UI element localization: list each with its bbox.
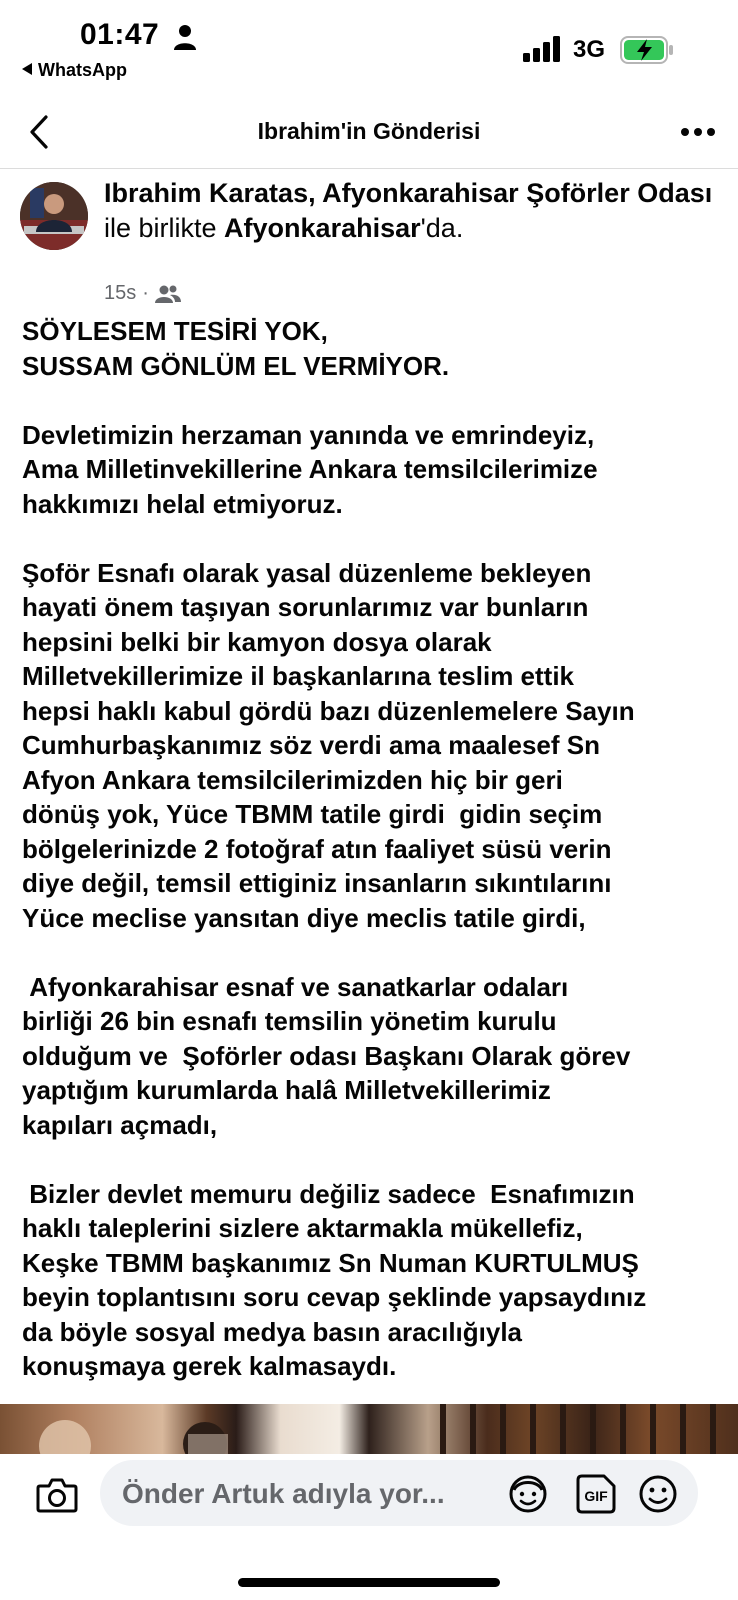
camera-icon[interactable] <box>36 1476 78 1514</box>
back-to-app-link[interactable] <box>22 60 127 81</box>
emoji-icon[interactable] <box>638 1474 678 1514</box>
post-text: SÖYLESEM TESİRİ YOK, SUSSAM GÖNLÜM EL VERMİYOR. Devletimizin herzaman yanında ve emrindeyiz, Ama Milletinvekillerine Ankara temsilcilerimize hakkımızı helal etmiyoruz. Şoför Esnafı olarak yasal düzenleme bekleyen hayati önem taşıyan sorunlarımız var bunların hepsini belki bir kamyon dosya olarak Milletvekillerimize il başkanlarına teslim ettik hepsi haklı kabul gördü bazı düzenlemelere Sayın Cumhurbaşkanımız söz verdi ama maalesef Sn Afyon Ankara temsilcilerimizden hiç bir geri dönüş yok, Yüce TBMM tatile girdi gidin seçim bölgelerinizde 2 fotoğraf atın faaliyet süsü verin diye değil, temsil ettiginiz insanların sıkıntılarını Yüce meclise yansıtan diye meclis tatile girdi, Afyonkarahisar esnaf ve sanatkarlar odaları birliği 26 bin esnafı temsilin yönetim kurulu olduğum ve Şoförler odası Başkanı Olarak görev yaptığım kurumlarda halâ Milletvekillerimiz kapıları açmadı, Bizler devlet memuru değiliz sadece Esnafımızın haklı taleplerini sizlere aktarmakla mükellefiz, Keşke TBMM başkanımız Sn Numan KURTULMUŞ beyin toplantısını soru cevap şeklinde yapsaydınız da böyle sosyal medya basın aracılığıyla konuşmaya gerek kalmasaydı. <box>22 316 647 1381</box>
network-type: 3G <box>573 36 606 63</box>
post-author-line <box>104 176 724 246</box>
page-title: Ibrahim'in Gönderisi <box>257 118 481 144</box>
post-time[interactable]: 15s <box>104 282 137 304</box>
author-name-link[interactable]: Ibrahim Karatas <box>104 178 309 208</box>
location-link[interactable]: Afyonkarahisar <box>224 213 421 243</box>
post-photo[interactable] <box>0 1404 738 1454</box>
photo-content <box>0 1404 738 1454</box>
gif-icon[interactable] <box>576 1474 618 1514</box>
comment-bar <box>0 1454 738 1600</box>
location-suffix: 'da. <box>420 213 464 243</box>
status-bar <box>0 0 738 100</box>
gif-icon-label: GIF <box>584 1488 608 1504</box>
tagged-page-link[interactable]: Afyonkarahisar Şoförler Odası <box>322 178 713 208</box>
comment-input[interactable] <box>100 1460 698 1526</box>
home-indicator[interactable] <box>238 1578 500 1587</box>
avatar-photo <box>20 182 88 250</box>
back-triangle-icon <box>22 63 32 75</box>
avatar-sticker-icon[interactable] <box>508 1474 548 1514</box>
back-app-label: WhatsApp <box>38 60 127 80</box>
meta-dot: · <box>142 282 149 304</box>
author-separator: , <box>308 178 323 208</box>
person-icon <box>174 24 196 50</box>
cellular-signal-icon <box>523 36 563 62</box>
comment-placeholder: Önder Artuk adıyla yor... <box>122 1478 445 1509</box>
status-time: 01:47 <box>80 18 160 51</box>
with-text: ile birlikte <box>104 213 225 243</box>
battery-charging-icon <box>620 36 674 64</box>
post-meta <box>104 282 181 305</box>
top-nav-bar <box>0 100 738 169</box>
author-avatar[interactable] <box>20 182 88 250</box>
more-options-icon[interactable] <box>680 122 716 142</box>
friends-audience-icon <box>155 284 181 304</box>
